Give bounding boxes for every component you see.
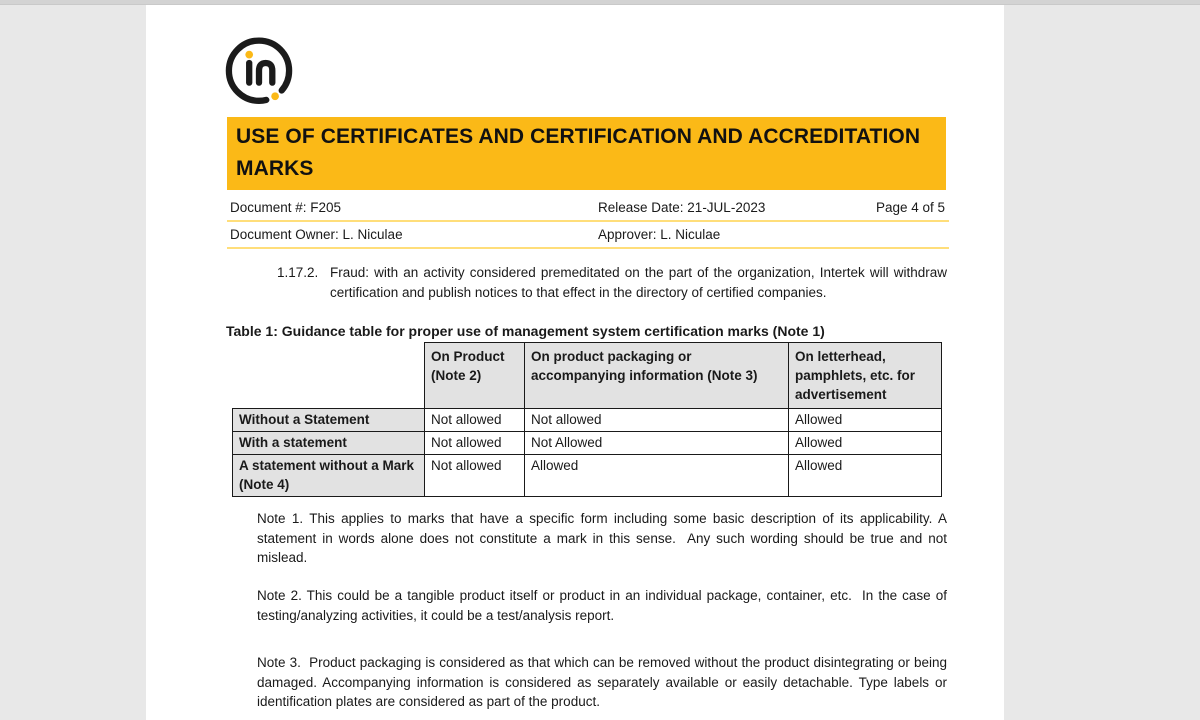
row-label-without-statement: Without a Statement xyxy=(233,409,425,432)
meta-document-owner: Document Owner: L. Niculae xyxy=(230,227,403,242)
guidance-table xyxy=(232,342,942,497)
table-cell: Allowed xyxy=(789,455,942,497)
meta-approver: Approver: L. Niculae xyxy=(598,227,721,242)
table-row xyxy=(233,455,942,497)
meta-row-1 xyxy=(227,194,949,222)
table-cell: Allowed xyxy=(789,409,942,432)
table-cell: Not allowed xyxy=(425,432,525,455)
clause-number: 1.17.2. xyxy=(277,265,319,280)
table-header-packaging: On product packaging or accompanying information (Note 3) xyxy=(525,343,789,409)
table-header-on-product: On Product (Note 2) xyxy=(425,343,525,409)
intertek-logo-icon xyxy=(224,34,294,106)
note-2: Note 2. This could be a tangible product itself or product in an individual package, container, etc. In the case of testing/analyzing activities, it could be a test/analysis report. xyxy=(257,588,951,623)
meta-row-2 xyxy=(227,221,949,249)
clause-text: Fraud: with an activity considered premeditated on the part of the organization, Intertek will withdraw certification and publish notices to that effect in the directory of certified companies. xyxy=(330,265,947,300)
table-header-blank-cell xyxy=(233,343,425,409)
table-cell: Not Allowed xyxy=(525,432,789,455)
logo-ring-dot xyxy=(271,92,279,100)
meta-document-number: Document #: F205 xyxy=(230,200,342,215)
meta-release-date: Release Date: 21-JUL-2023 xyxy=(598,200,766,215)
table-cell: Not allowed xyxy=(525,409,789,432)
table-cell: Not allowed xyxy=(425,409,525,432)
note-3: Note 3. Product packaging is considered as that which can be removed without the product disintegrating or being damaged. Accompanying information is considered as separately available or easily detachable. Type labels or identification plates are considered as part of the product. xyxy=(257,655,951,709)
intertek-logo-svg xyxy=(224,34,294,106)
table-cell: Not allowed xyxy=(425,455,525,497)
table-row xyxy=(233,432,942,455)
clause-1-17-2 xyxy=(277,263,947,303)
row-label-statement-without-mark: A statement without a Mark (Note 4) xyxy=(233,455,425,497)
document-title-banner xyxy=(227,117,946,190)
table-row xyxy=(233,409,942,432)
logo-n-glyph xyxy=(259,63,272,83)
logo-i-dot xyxy=(245,51,253,59)
document-title: USE OF CERTIFICATES AND CERTIFICATION AND ACCREDITATION MARKS xyxy=(236,125,921,180)
document-page[interactable] xyxy=(146,5,1004,720)
note-1: Note 1. This applies to marks that have a specific form including some basic description of its applicability. A statement in words alone does not constitute a mark in this sense. Any such wording should be true and not mislead. xyxy=(257,511,951,565)
table-header-row xyxy=(233,343,942,409)
row-label-with-statement: With a statement xyxy=(233,432,425,455)
table-caption: Table 1: Guidance table for proper use of management system certification marks (Note 1) xyxy=(226,323,825,339)
meta-page-indicator: Page 4 of 5 xyxy=(875,200,945,215)
table-cell: Allowed xyxy=(525,455,789,497)
table-header-letterhead: On letterhead, pamphlets, etc. for advertisement xyxy=(789,343,942,409)
table-cell: Allowed xyxy=(789,432,942,455)
